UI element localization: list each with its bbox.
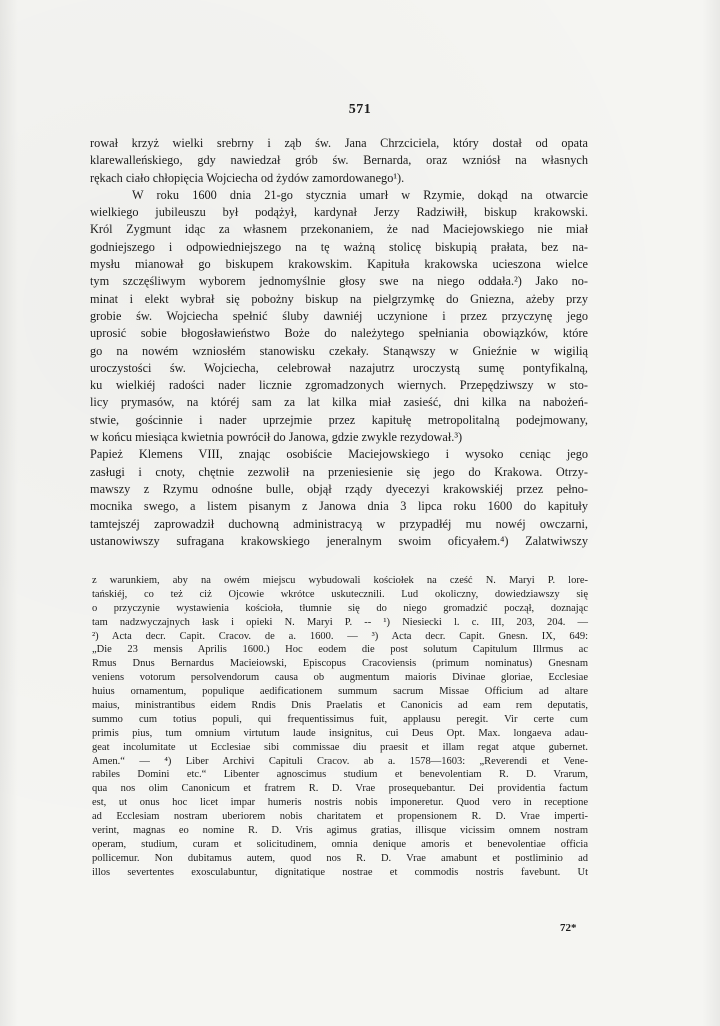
footnote-line: est, ut onus hoc licet impar humeris nostris nobis imponeretur. Quod vero in receptione — [92, 797, 588, 809]
main-text-line: tamtejszéj zaprowadził duchowną administracyą w przypadłéj mu nowéj owczarni, — [90, 516, 588, 531]
footnote-line: z warunkiem, aby na owém miejscu wybudowali kościołek na cześć N. Maryi P. lore- — [92, 575, 588, 586]
main-text-line: W roku 1600 dnia 21-go stycznia umarł w Rzymie, dokąd na otwarcie — [132, 187, 588, 202]
main-text-line: klarewalleńskiego, gdy nawiedzał grób św. Bernarda, oraz wzniósł na własnych — [90, 153, 588, 168]
main-text-line: godniejszego i odpowiedniejszego na tę ważną stolicę biskupią prałata, bez na- — [90, 239, 588, 254]
main-text-line: wielkiego jubileuszu był podążył, kardynał Jerzy Radziwiłł, biskup krakowski. — [90, 205, 588, 220]
main-text-line: w końcu miesiąca kwietnia powrócił do Janowa, gdzie zwykle rezydował.³) — [90, 430, 463, 445]
footnote-line: geat incolumitate ut Ecclesiae sibi commissae diu praesit et illam regat atque gubernet. — [92, 741, 588, 753]
footnote-line: maius, ministrantibus eidem Rndis Dnis Praelatis et Canonicis ad eam rem deputatis, — [92, 700, 588, 712]
footnote-line: illos severtentes exosculabuntur, dignitatique nostrae et commodis nostris favebunt. Ut — [92, 866, 588, 878]
footnote-line: primis pius, tum omnium virtutum laude insignitus, cui Deus Opt. Max. longaeva adau- — [92, 727, 588, 739]
main-text-line: tym szczęśliwym wyborem jednomyślnie głosy swe na niego oddała.²) Jako no- — [90, 274, 588, 289]
footnote-line: summo cum totius populi, qui frequentissimus fuit, applausu peregit. Vir certe cum — [92, 713, 588, 725]
main-text-line: rękach ciało chłopięcia Wojciecha od żydów zamordowanego¹). — [90, 170, 405, 185]
footnote-line: qua nos olim Canonicum et fratrem R. D. Vrae prosequebantur. Dei providentia factum — [92, 783, 588, 795]
main-text-line: licy prymasów, na któréj sam za lat kilka miał zasieść, dni kilka na nabożeń- — [90, 395, 588, 410]
footnote-line: operam, studium, curam et solicitudinem, omnia denique amoris et benevolentiae officia — [92, 838, 588, 850]
printer-signature-mark: 72* — [560, 922, 577, 934]
footnote-line: verint, magnas eo nomine R. D. Vris agimus gratias, illisque vicissim omnem nostram — [92, 825, 588, 837]
main-text-line: zasługi i cnoty, chętnie zezwolił na przeniesienie się jego do Krakowa. Otrzy- — [90, 464, 588, 479]
main-text-line: Król Zygmunt idąc za własnem przekonaniem, że nad Maciejowskiego nie miał — [90, 222, 588, 237]
page-edge-shadow-left — [0, 0, 18, 1026]
footnote-line: tańskiéj, co też ciż Ojcowie wkrótce uskutecznili. Lud okoliczny, dowiedziawszy się — [92, 588, 588, 600]
main-text-line: go na nowém wzniosłém stanowisku czekały. Stanąwszy w Gnieźnie w wigilią — [90, 343, 588, 358]
main-text-block — [90, 135, 588, 550]
footnote-line: o przyczynie wystawienia kościoła, tłumnie się do niego gromadzić począł, doznając — [92, 602, 588, 614]
footnote-line: ²) Acta decr. Capit. Cracov. de a. 1600. — ³) Acta decr. Capit. Gnesn. IX, 649: — [92, 630, 588, 642]
footnote-line: ad Ecclesiam nostram uberiorem nobis charitatem et propensionem R. D. Vrae imperti- — [92, 811, 588, 823]
main-text-line: ku wielkiéj radości nader licznie zgromadzonych wiernych. Przepędziwszy w sto- — [90, 378, 588, 393]
main-text-line: mysłu mianował go biskupem krakowskim. Kapituła krakowska ucieszona wielce — [90, 257, 588, 272]
footnote-line: veniens votorum persolvendorum causa ob augmentum maioris Divinae gloriae, Ecclesiae — [92, 672, 588, 684]
footnote-line: rabiles Domini etc.“ Libenter agnoscimus studium et benevolentiam R. D. Vrarum, — [92, 769, 588, 781]
main-text-line: Papież Klemens VIII, znając osobiście Maciejowskiego i wysoko cєniąc jego — [90, 447, 588, 462]
main-text-line: rował krzyż wielki srebrny i ząb św. Jana Chrzciciela, który dostał od opata — [90, 136, 588, 150]
main-text-line: mocnika swego, a listem pisanym z Janowa dnia 3 lipca roku 1600 do kapituły — [90, 499, 588, 514]
footnote-line: Amen.“ — ⁴) Liber Archivi Capituli Cracov. ab a. 1578—1603: „Reverendi et Vene- — [92, 755, 588, 767]
footnote-line: pollicemur. Non dubitamus autem, quod nos R. D. Vrae amabunt et postliminio ad — [92, 852, 588, 864]
footnote-line: huius ornamentum, populique aedificationem summum sacrum Missae Officium ad altare — [92, 686, 588, 698]
main-text-line: mawszy z Rzymu odnośne bulle, objął rządy dyecezyi krakowskiéj przez pełno- — [90, 481, 588, 496]
main-text-line: stwie, gościnnie i nader uprzejmie przez kapitułę metropolitalną podejmowany, — [90, 412, 588, 427]
footnote-line: „Die 23 mensis Aprilis 1600.) Hoc eodem die post solutum Capitulum Illrmus ac — [92, 644, 588, 656]
main-text-line: ustanowiwszy sufragana krakowskiego jeneralnym swoim oficyałem.⁴) Zalatwiwszy — [90, 533, 588, 548]
page-edge-shadow-right — [702, 0, 720, 1026]
main-text-line: uroczystości św. Wojciecha, celebrował nazajutrz uroczystą sumę pontyfikalną, — [90, 360, 588, 375]
page-number: 571 — [348, 102, 372, 117]
footnote-line: Rmus Dnus Bernardus Macieiowski, Episcopus Cracoviensis (primum nominatus) Gnesnam — [92, 658, 588, 670]
main-text-line: grobie św. Wojciecha spełnić śluby dawniéj uczynione i przez przyczynę jego — [90, 308, 588, 323]
footnote-line: tam nadzwyczajnych łask i opieki N. Maryi P. -- ¹) Niesiecki l. c. III, 203, 204. — — [92, 616, 588, 628]
footnotes-block — [92, 574, 588, 880]
main-text-line: uprosić sobie błogosławieństwo Boże do należytego spełniania obowiązków, które — [90, 326, 588, 341]
main-text-line: minat i elekt wybrał się pobożny biskup na pielgrzymkę do Gniezna, ażeby przy — [90, 291, 588, 306]
